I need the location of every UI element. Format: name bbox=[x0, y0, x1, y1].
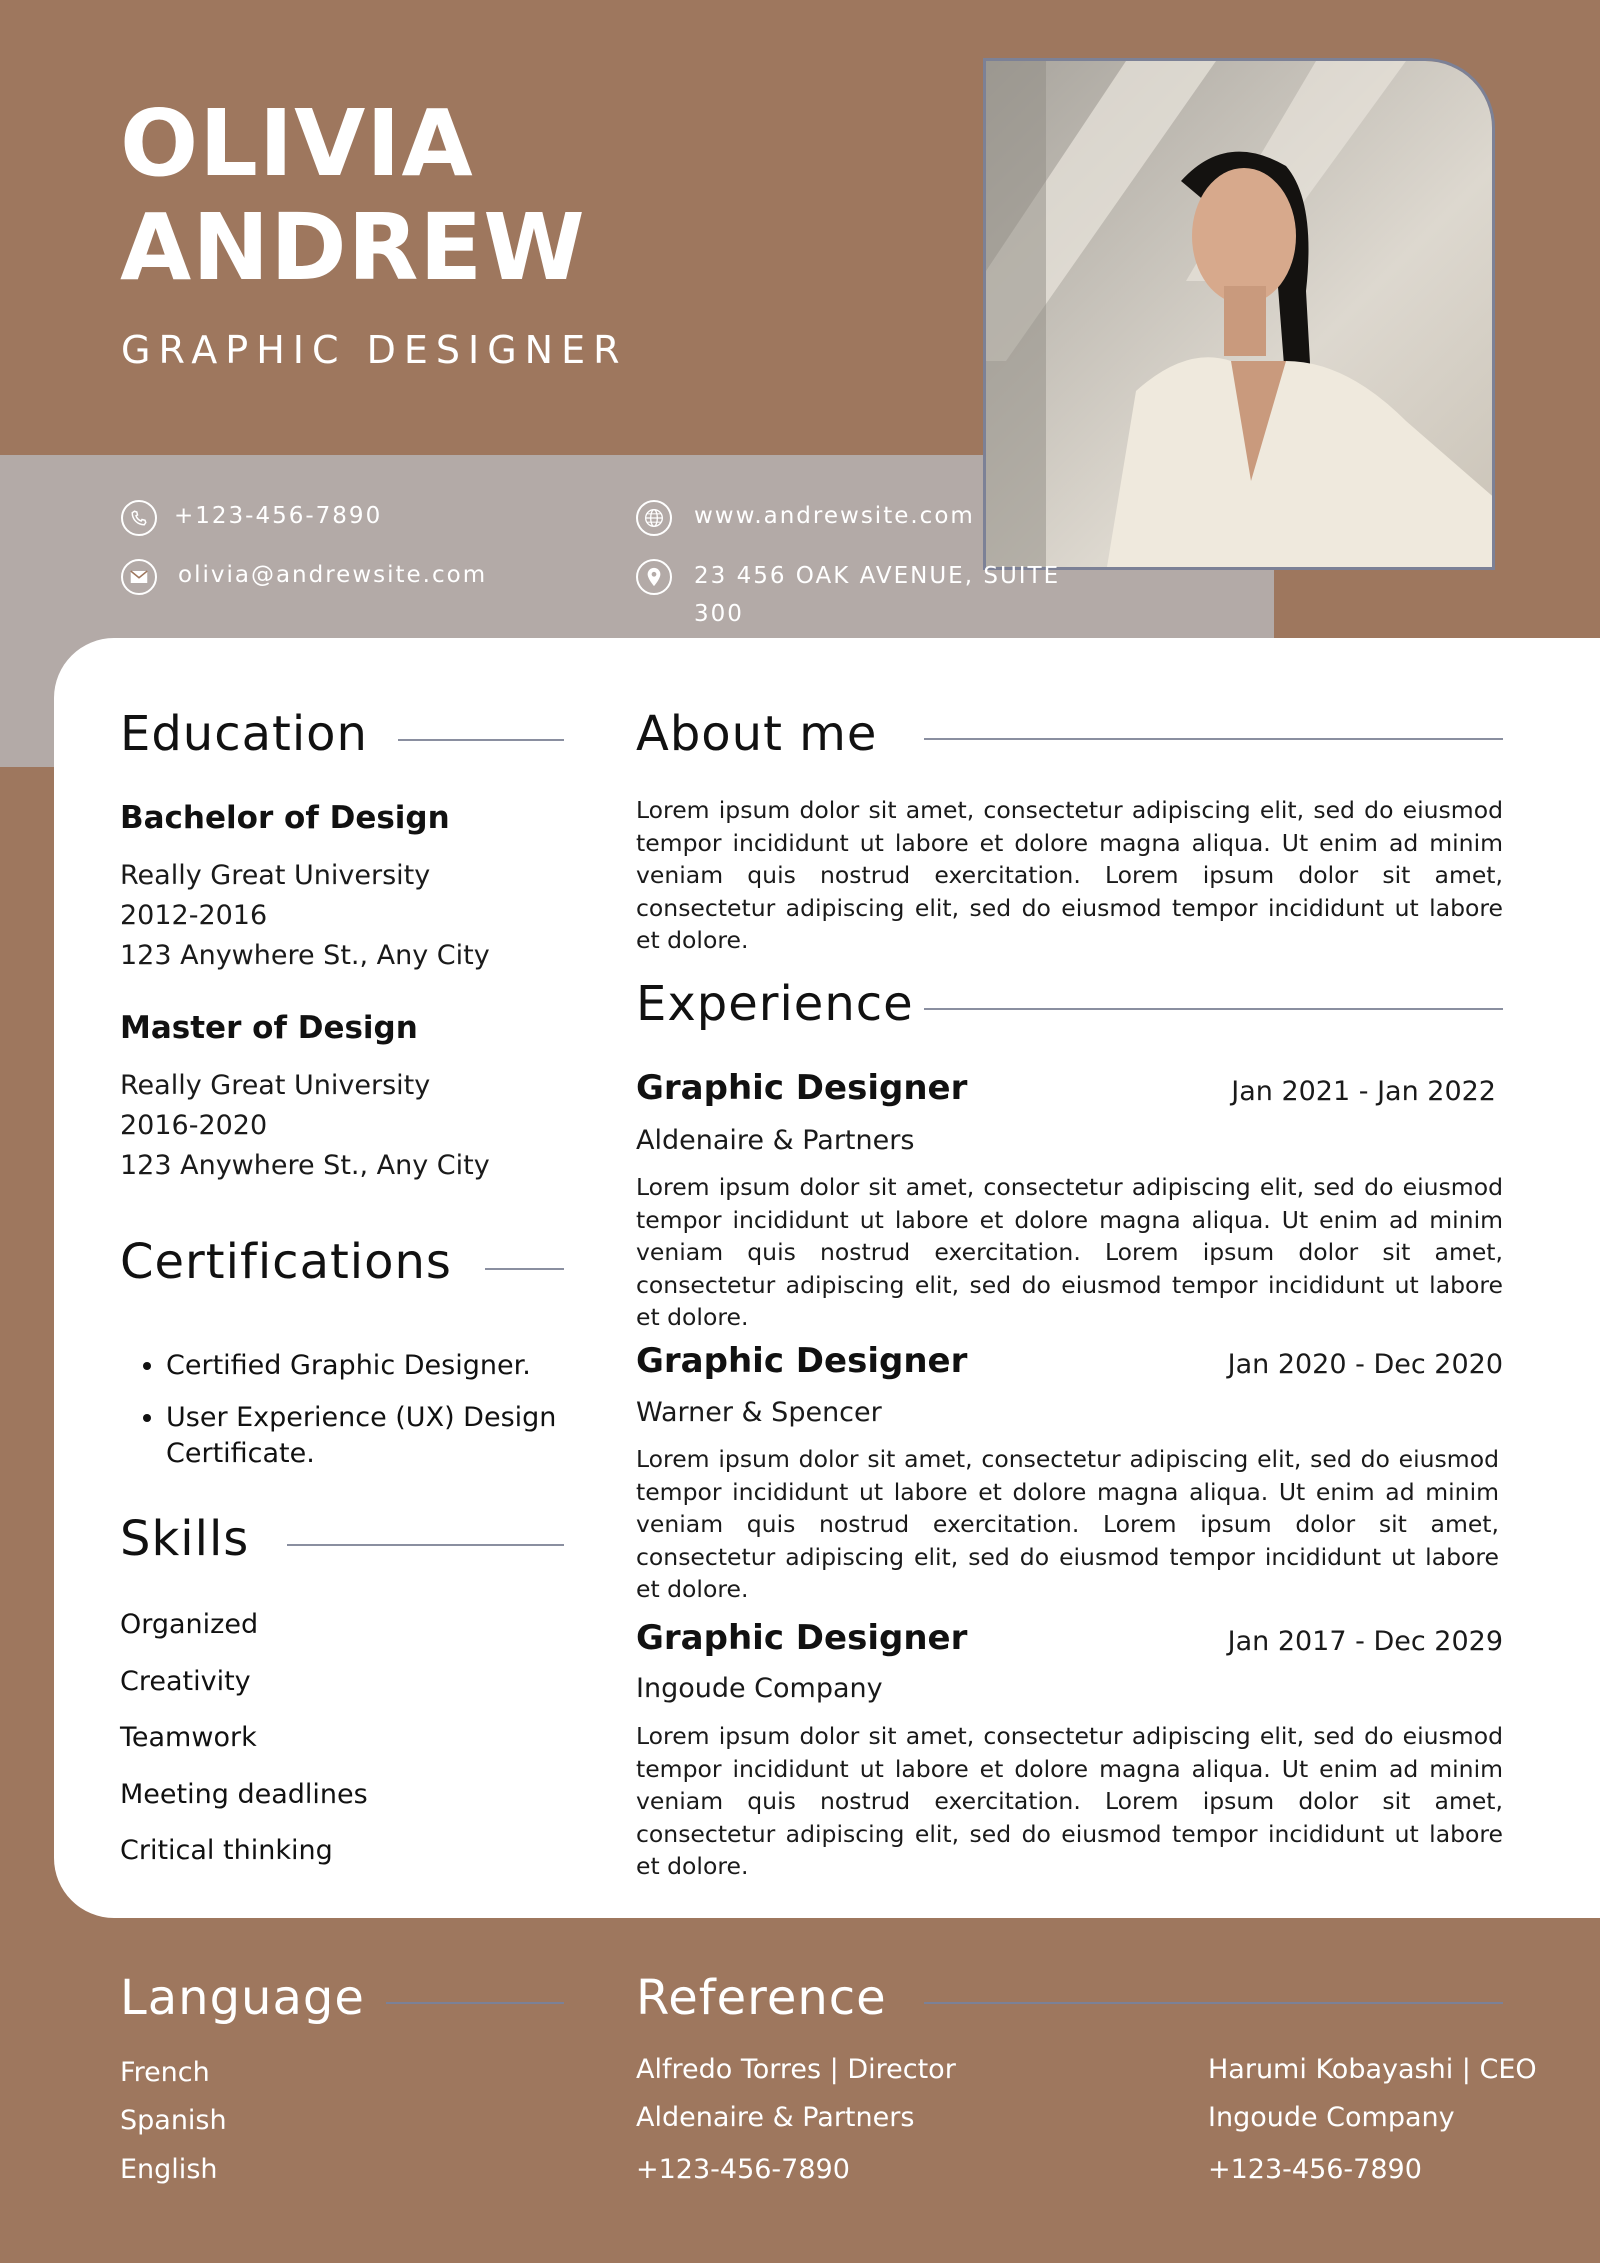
school-1: Really Great University bbox=[120, 860, 431, 891]
contact-phone[interactable]: +123-456-7890 bbox=[174, 503, 383, 529]
location-pin-icon bbox=[636, 559, 672, 595]
contact-website[interactable]: www.andrewsite.com bbox=[694, 503, 975, 529]
skill-item: Organized bbox=[120, 1609, 259, 1640]
language-item: English bbox=[120, 2154, 218, 2185]
name-first: OLIVIA bbox=[120, 90, 474, 197]
about-rule bbox=[924, 738, 1503, 740]
cert-item: • Certified Graphic Designer. bbox=[166, 1348, 560, 1384]
language-title: Language bbox=[120, 1970, 365, 2026]
degree-1: Bachelor of Design bbox=[120, 800, 450, 836]
ref-2-name: Harumi Kobayashi | CEO bbox=[1208, 2054, 1537, 2085]
about-title: About me bbox=[636, 706, 878, 762]
profile-photo bbox=[983, 58, 1495, 570]
ref-1-name: Alfredo Torres | Director bbox=[636, 2054, 956, 2085]
contact-address-line1: 23 456 OAK AVENUE, SUITE bbox=[694, 563, 1061, 589]
degree-2: Master of Design bbox=[120, 1010, 418, 1046]
skill-item: Creativity bbox=[120, 1665, 251, 1697]
contact-email[interactable]: olivia@andrewsite.com bbox=[178, 562, 488, 588]
language-item: French bbox=[120, 2057, 210, 2088]
certifications-rule bbox=[485, 1268, 564, 1270]
reference-rule bbox=[924, 2002, 1503, 2004]
language-rule bbox=[386, 2002, 564, 2004]
portrait-image bbox=[986, 61, 1495, 570]
experience-rule bbox=[924, 1008, 1503, 1010]
ref-1-phone[interactable]: +123-456-7890 bbox=[636, 2154, 850, 2185]
address-1: 123 Anywhere St., Any City bbox=[120, 940, 490, 971]
skill-item: Critical thinking bbox=[120, 1835, 333, 1866]
exp-2-text: Lorem ipsum dolor sit amet, consectetur adipiscing elit, sed do eiusmod tempor incididunt ut labore et dolore magna aliqua. Ut enim ad minim veniam quis nostrud exercitation. Lorem ipsum dolor sit amet, consectetur adipiscing elit, sed do eiusmod tempor incididunt ut labore et dolore. bbox=[636, 1445, 1499, 1603]
education-title: Education bbox=[120, 706, 368, 762]
exp-3-dates: Jan 2017 - Dec 2029 bbox=[1227, 1626, 1503, 1657]
ref-1-company: Aldenaire & Partners bbox=[636, 2102, 915, 2133]
skills-rule bbox=[287, 1544, 564, 1546]
ref-2-company: Ingoude Company bbox=[1208, 2102, 1455, 2133]
address-2: 123 Anywhere St., Any City bbox=[120, 1150, 490, 1181]
email-icon bbox=[121, 559, 157, 595]
certifications-title: Certifications bbox=[120, 1234, 452, 1290]
exp-3-role: Graphic Designer bbox=[636, 1618, 968, 1658]
exp-2-dates: Jan 2020 - Dec 2020 bbox=[1227, 1349, 1503, 1380]
skill-item: Meeting deadlines bbox=[120, 1778, 368, 1810]
years-2: 2016-2020 bbox=[120, 1110, 268, 1141]
exp-1-company: Aldenaire & Partners bbox=[636, 1125, 915, 1156]
exp-3-company: Ingoude Company bbox=[636, 1673, 883, 1704]
name-last: ANDREW bbox=[120, 194, 586, 301]
skill-item: Teamwork bbox=[120, 1722, 257, 1753]
certifications-list bbox=[120, 1348, 560, 1488]
exp-1-dates: Jan 2021 - Jan 2022 bbox=[1231, 1076, 1496, 1107]
experience-title: Experience bbox=[636, 976, 914, 1032]
job-title: GRAPHIC DESIGNER bbox=[121, 328, 628, 372]
phone-icon bbox=[121, 500, 157, 536]
years-1: 2012-2016 bbox=[120, 900, 268, 931]
education-rule bbox=[398, 739, 564, 741]
skills-title: Skills bbox=[120, 1511, 250, 1567]
ref-2-phone[interactable]: +123-456-7890 bbox=[1208, 2154, 1422, 2185]
exp-3-text: Lorem ipsum dolor sit amet, consectetur adipiscing elit, sed do eiusmod tempor incididunt ut labore et dolore magna aliqua. Ut enim ad minim veniam quis nostrud exercitation. Lorem ipsum dolor sit amet, consectetur adipiscing elit, sed do eiusmod tempor incididunt ut labore et dolore. bbox=[636, 1722, 1503, 1880]
exp-1-text: Lorem ipsum dolor sit amet, consectetur adipiscing elit, sed do eiusmod tempor incididunt ut labore et dolore magna aliqua. Ut enim ad minim veniam quis nostrud exercitation. Lorem ipsum dolor sit amet, consectetur adipiscing elit, sed do eiusmod tempor incididunt ut labore et dolore. bbox=[636, 1173, 1503, 1331]
exp-2-company: Warner & Spencer bbox=[636, 1397, 882, 1428]
reference-title: Reference bbox=[636, 1970, 887, 2026]
globe-icon bbox=[636, 500, 672, 536]
language-item: Spanish bbox=[120, 2105, 227, 2136]
about-text: Lorem ipsum dolor sit amet, consectetur adipiscing elit, sed do eiusmod tempor incididunt ut labore et dolore magna aliqua. Ut enim ad minim veniam quis nostrud exercitation. Lorem ipsum dolor sit amet, consectetur adipiscing elit, sed do eiusmod tempor incididunt ut labore et dolore. bbox=[636, 796, 1503, 954]
school-2: Really Great University bbox=[120, 1070, 431, 1101]
skills-list bbox=[120, 1597, 368, 1880]
cert-item: • User Experience (UX) Design Certificate. bbox=[166, 1400, 560, 1472]
exp-2-role: Graphic Designer bbox=[636, 1341, 968, 1381]
contact-address-line2: 300 bbox=[694, 601, 744, 627]
exp-1-role: Graphic Designer bbox=[636, 1068, 968, 1108]
